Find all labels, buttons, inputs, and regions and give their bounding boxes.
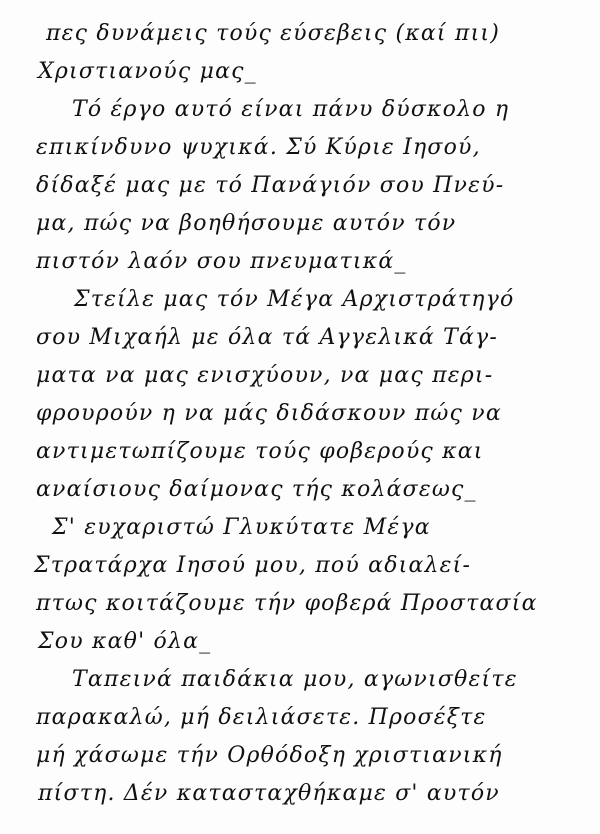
text-line-13: αναίσιους δαίμονας τής κολάσεως_ <box>36 477 477 502</box>
text-line-9: σου Μιχαήλ με όλα τά Αγγελικά Τάγ- <box>36 325 498 350</box>
text-line-1: πες δυνάμεις τούς εύσεβεις (καί πιι) <box>46 21 501 46</box>
text-line-2: Χριστιανούς μας_ <box>38 59 257 84</box>
text-line-11: φρουρούν η να μάς διδάσκουν πώς να <box>36 401 502 426</box>
text-line-3: Τό έργο αυτό είναι πάνυ δύσκολο η <box>72 97 510 122</box>
text-line-4: επικίνδυνο ψυχικά. Σύ Κύριε Ιησού, <box>36 135 481 160</box>
text-line-14: Σ' ευχαριστώ Γλυκύτατε Μέγα <box>52 515 431 540</box>
text-line-19: παρακαλώ, μή δειλιάσετε. Προσέξτε <box>36 705 487 730</box>
text-line-20: μή χάσωμε τήν Ορθόδοξη χριστιανική <box>36 743 503 768</box>
text-line-15: Στρατάρχα Ιησού μου, πού αδιαλεί- <box>34 553 472 578</box>
text-line-21: πίστη. Δέν κατασταχθήκαμε σ' αυτόν <box>38 781 500 806</box>
text-line-7: πιστόν λαόν σου πνευματικά_ <box>36 249 407 274</box>
text-line-6: μα, πώς να βοηθήσουμε αυτόν τόν <box>36 211 457 236</box>
text-line-16: πτως κοιτάζουμε τήν φοβερά Προστασία <box>36 591 538 616</box>
text-line-8: Στείλε μας τόν Μέγα Αρχιστράτηγό <box>74 287 515 312</box>
text-line-10: ματα να μας ενισχύουν, να μας περι- <box>36 363 494 388</box>
text-line-12: αντιμετωπίζουμε τούς φοβερούς και <box>36 439 484 464</box>
text-line-18: Ταπεινά παιδάκια μου, αγωνισθείτε <box>72 667 518 692</box>
text-line-17: Σου καθ' όλα_ <box>38 629 212 654</box>
text-line-5: δίδαξέ μας με τό Πανάγιόν σου Πνεύ- <box>36 173 505 198</box>
